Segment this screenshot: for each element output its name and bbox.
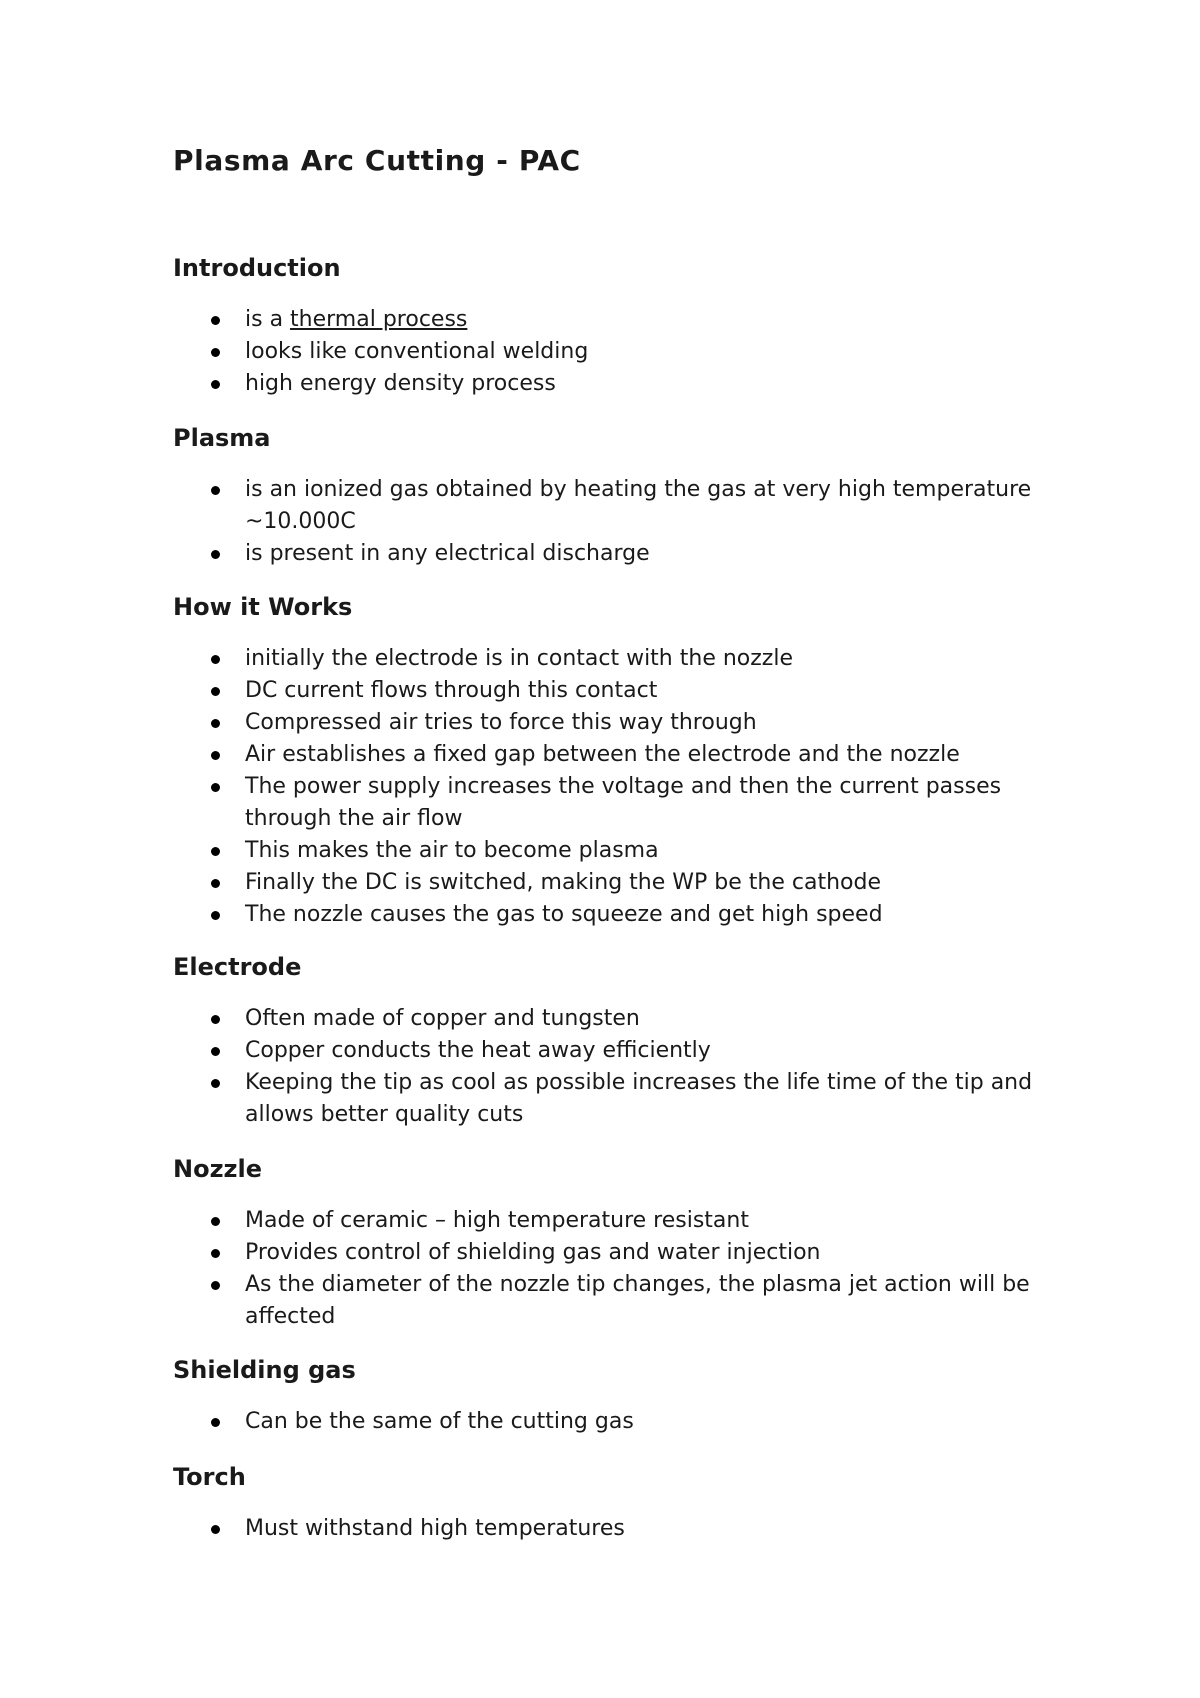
list-item bbox=[173, 707, 1073, 739]
section-heading: How it Works bbox=[173, 593, 353, 621]
bullet-icon bbox=[211, 655, 220, 664]
list-item-text: Copper conducts the heat away efficiently bbox=[245, 1038, 711, 1063]
list-item-text: high energy density process bbox=[245, 371, 556, 396]
list-item bbox=[173, 538, 1073, 570]
list-item-text: Often made of copper and tungsten bbox=[245, 1006, 640, 1031]
bullet-icon bbox=[211, 1079, 220, 1088]
list-item-text: The power supply increases the voltage and then the current passes through the air flow bbox=[245, 774, 1002, 831]
bullet-list bbox=[173, 1205, 1073, 1333]
bullet-icon bbox=[211, 1217, 220, 1226]
list-item bbox=[173, 474, 1073, 538]
bullet-icon bbox=[211, 380, 220, 389]
bullet-icon bbox=[211, 550, 220, 559]
list-item bbox=[173, 835, 1073, 867]
section-nozzle bbox=[173, 1153, 1073, 1333]
bullet-icon bbox=[211, 719, 220, 728]
section-plasma bbox=[173, 422, 1073, 570]
list-item bbox=[173, 899, 1073, 931]
bullet-list bbox=[173, 1406, 1073, 1438]
bullet-list bbox=[173, 474, 1073, 570]
list-item-text: is an ionized gas obtained by heating the gas at very high temperature ~10.000C bbox=[245, 477, 1032, 534]
bullet-icon bbox=[211, 1047, 220, 1056]
list-item bbox=[173, 675, 1073, 707]
list-item bbox=[173, 336, 1073, 368]
bullet-icon bbox=[211, 1525, 220, 1534]
section-heading: Shielding gas bbox=[173, 1356, 356, 1384]
list-item bbox=[173, 1237, 1073, 1269]
list-item bbox=[173, 1406, 1073, 1438]
bullet-icon bbox=[211, 879, 220, 888]
bullet-list bbox=[173, 304, 1073, 400]
bullet-icon bbox=[211, 687, 220, 696]
section-heading: Torch bbox=[173, 1463, 246, 1491]
list-item-text: Keeping the tip as cool as possible increases the life time of the tip and allows better quality cuts bbox=[245, 1070, 1033, 1127]
bullet-icon bbox=[211, 316, 220, 325]
section-electrode bbox=[173, 951, 1073, 1131]
bullet-list bbox=[173, 1003, 1073, 1131]
document-title: Plasma Arc Cutting - PAC bbox=[173, 144, 581, 177]
list-item bbox=[173, 739, 1073, 771]
list-item-text: Can be the same of the cutting gas bbox=[245, 1409, 634, 1434]
list-item bbox=[173, 867, 1073, 899]
list-item bbox=[173, 1269, 1073, 1333]
bullet-icon bbox=[211, 486, 220, 495]
list-item-text: looks like conventional welding bbox=[245, 339, 589, 364]
bullet-icon bbox=[211, 911, 220, 920]
bullet-icon bbox=[211, 1281, 220, 1290]
list-item-text: Must withstand high temperatures bbox=[245, 1516, 625, 1541]
bullet-list bbox=[173, 1513, 1073, 1545]
list-item bbox=[173, 368, 1073, 400]
list-item-text: The nozzle causes the gas to squeeze and get high speed bbox=[245, 902, 883, 927]
list-item-text: is a bbox=[245, 307, 291, 332]
list-item-text: As the diameter of the nozzle tip changes, the plasma jet action will be affected bbox=[245, 1272, 1030, 1329]
bullet-icon bbox=[211, 1015, 220, 1024]
list-item-text: is present in any electrical discharge bbox=[245, 541, 650, 566]
list-item-text: Finally the DC is switched, making the WP be the cathode bbox=[245, 870, 881, 895]
list-item-text: Compressed air tries to force this way through bbox=[245, 710, 757, 735]
list-item-text: initially the electrode is in contact with the nozzle bbox=[245, 646, 793, 671]
bullet-list bbox=[173, 643, 1073, 931]
bullet-icon bbox=[211, 751, 220, 760]
list-item bbox=[173, 1003, 1073, 1035]
bullet-icon bbox=[211, 783, 220, 792]
bullet-icon bbox=[211, 847, 220, 856]
list-item bbox=[173, 771, 1073, 835]
list-item bbox=[173, 304, 1073, 336]
section-heading: Introduction bbox=[173, 254, 341, 282]
list-item-text: DC current flows through this contact bbox=[245, 678, 658, 703]
list-item bbox=[173, 1067, 1073, 1131]
bullet-icon bbox=[211, 348, 220, 357]
bullet-icon bbox=[211, 1249, 220, 1258]
bullet-icon bbox=[211, 1418, 220, 1427]
list-item-text: Air establishes a fixed gap between the electrode and the nozzle bbox=[245, 742, 960, 767]
list-item bbox=[173, 1205, 1073, 1237]
section-shielding-gas bbox=[173, 1354, 1073, 1438]
list-item bbox=[173, 1513, 1073, 1545]
section-torch bbox=[173, 1461, 1073, 1545]
list-item-text: Made of ceramic – high temperature resistant bbox=[245, 1208, 749, 1233]
list-item bbox=[173, 1035, 1073, 1067]
section-how-it-works bbox=[173, 591, 1073, 931]
section-heading: Electrode bbox=[173, 953, 302, 981]
list-item bbox=[173, 643, 1073, 675]
section-heading: Plasma bbox=[173, 424, 271, 452]
section-introduction bbox=[173, 252, 1073, 400]
list-item-text: Provides control of shielding gas and water injection bbox=[245, 1240, 821, 1265]
thermal-process-link[interactable]: thermal process bbox=[290, 307, 468, 332]
list-item-text: This makes the air to become plasma bbox=[245, 838, 659, 863]
section-heading: Nozzle bbox=[173, 1155, 263, 1183]
